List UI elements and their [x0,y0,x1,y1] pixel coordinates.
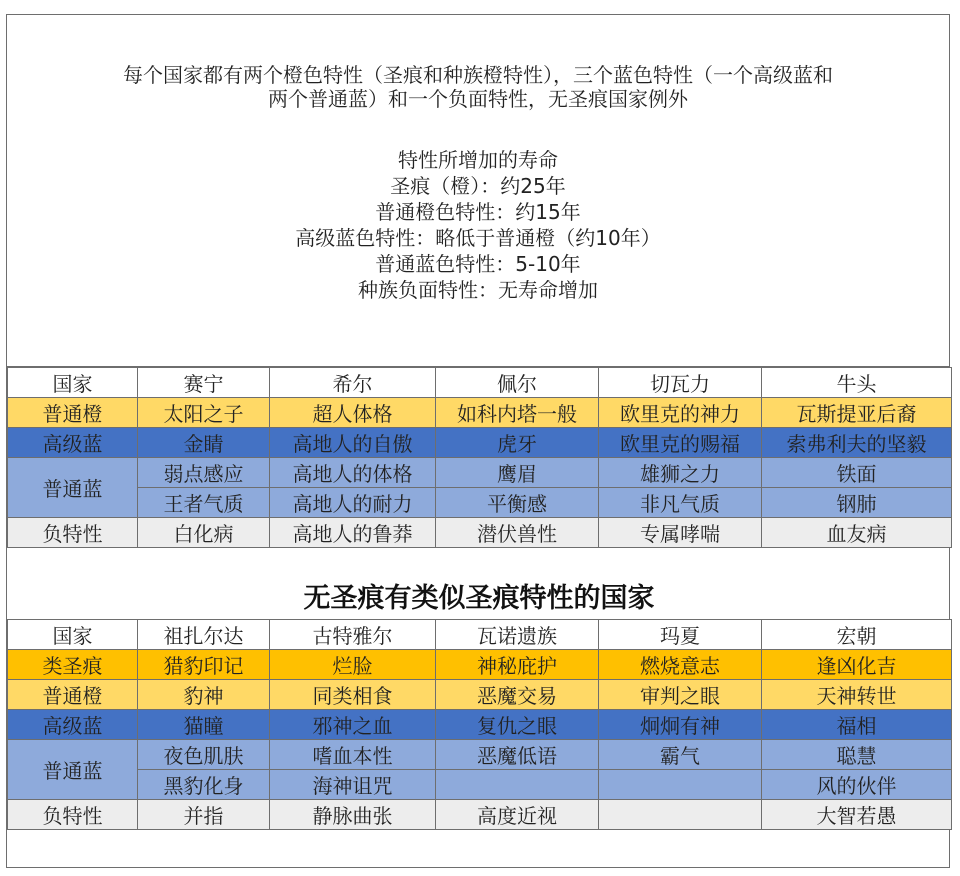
trait-cell: 邪神之血 [270,710,436,740]
lifespan-line: 圣痕（橙）：约25年 [390,174,566,198]
trait-cell: 豹神 [138,680,270,710]
trait-cell: 潜伏兽性 [436,518,599,548]
trait-cell: 猎豹印记 [138,650,270,680]
trait-cell: 夜色肌肤 [138,740,270,770]
trait-cell: 白化病 [138,518,270,548]
trait-cell: 并指 [138,800,270,830]
table-row [8,428,952,458]
trait-cell: 高地人的自傲 [270,428,436,458]
trait-cell: 大智若愚 [762,800,952,830]
header-cell: 希尔 [270,368,436,398]
header-cell: 国家 [8,620,138,650]
stigma-nations-table [7,367,952,548]
trait-cell: 欧里克的赐福 [599,428,762,458]
trait-cell: 血友病 [762,518,952,548]
trait-cell: 弱点感应 [138,458,270,488]
trait-cell: 复仇之眼 [436,710,599,740]
trait-sheet [6,14,950,868]
intro-lead-line: 每个国家都有两个橙色特性（圣痕和种族橙特性），三个蓝色特性（一个高级蓝和 [123,63,833,87]
trait-cell: 炯炯有神 [599,710,762,740]
table-row [8,770,952,800]
trait-cell: 如科内塔一般 [436,398,599,428]
row-label: 普通蓝 [8,458,138,518]
lifespan-line: 普通橙色特性：约15年 [375,200,581,224]
header-cell: 赛宁 [138,368,270,398]
table-row [8,650,952,680]
trait-cell: 黑豹化身 [138,770,270,800]
trait-cell: 福相 [762,710,952,740]
lifespan-line: 普通蓝色特性：5-10年 [375,252,581,276]
trait-cell: 平衡感 [436,488,599,518]
row-label: 类圣痕 [8,650,138,680]
table-row [8,368,952,398]
header-cell: 宏朝 [762,620,952,650]
header-cell: 佩尔 [436,368,599,398]
trait-cell: 王者气质 [138,488,270,518]
header-cell: 牛头 [762,368,952,398]
trait-cell: 海神诅咒 [270,770,436,800]
header-cell: 国家 [8,368,138,398]
header-cell: 祖扎尔达 [138,620,270,650]
trait-cell: 专属哮喘 [599,518,762,548]
row-label: 高级蓝 [8,710,138,740]
trait-cell: 雄狮之力 [599,458,762,488]
trait-cell: 烂脸 [270,650,436,680]
trait-cell [436,770,599,800]
trait-cell: 瓦斯提亚后裔 [762,398,952,428]
table-row [8,398,952,428]
section-subtitle: 无圣痕有类似圣痕特性的国家 [303,583,655,614]
lifespan-list [7,147,949,303]
header-cell: 切瓦力 [599,368,762,398]
trait-cell: 非凡气质 [599,488,762,518]
trait-cell: 铁面 [762,458,952,488]
trait-cell: 静脉曲张 [270,800,436,830]
trait-cell: 天神转世 [762,680,952,710]
header-cell: 玛夏 [599,620,762,650]
intro-lead-line: 两个普通蓝）和一个负面特性，无圣痕国家例外 [268,87,688,111]
lifespan-title: 特性所增加的寿命 [398,148,558,172]
intro-lead [7,63,949,111]
trait-cell: 高度近视 [436,800,599,830]
lifespan-line: 高级蓝色特性：略低于普通橙（约10年） [295,226,661,250]
row-label: 普通蓝 [8,740,138,800]
row-label: 负特性 [8,800,138,830]
trait-cell [599,800,762,830]
trait-cell: 恶魔交易 [436,680,599,710]
trait-cell: 猫瞳 [138,710,270,740]
row-label: 普通橙 [8,680,138,710]
trait-cell: 审判之眼 [599,680,762,710]
row-label: 高级蓝 [8,428,138,458]
trait-cell: 鹰眉 [436,458,599,488]
trait-cell [599,770,762,800]
trait-cell: 神秘庇护 [436,650,599,680]
trait-cell: 燃烧意志 [599,650,762,680]
row-label: 负特性 [8,518,138,548]
trait-cell: 逢凶化吉 [762,650,952,680]
trait-cell: 霸气 [599,740,762,770]
trait-cell: 高地人的体格 [270,458,436,488]
intro-panel [7,15,949,367]
header-cell: 瓦诺遗族 [436,620,599,650]
table-row [8,710,952,740]
trait-cell: 同类相食 [270,680,436,710]
trait-cell: 聪慧 [762,740,952,770]
lifespan-line: 种族负面特性：无寿命增加 [358,278,598,302]
trait-cell: 钢肺 [762,488,952,518]
trait-cell: 太阳之子 [138,398,270,428]
header-cell: 古特雅尔 [270,620,436,650]
trait-cell: 欧里克的神力 [599,398,762,428]
trait-cell: 超人体格 [270,398,436,428]
table-row [8,620,952,650]
trait-cell: 嗜血本性 [270,740,436,770]
table-row [8,740,952,770]
table-row [8,518,952,548]
non-stigma-nations-table [7,619,952,830]
trait-cell: 金睛 [138,428,270,458]
trait-cell: 索弗利夫的坚毅 [762,428,952,458]
row-label: 普通橙 [8,398,138,428]
table-row [8,680,952,710]
table-row [8,800,952,830]
trait-cell: 风的伙伴 [762,770,952,800]
trait-cell: 高地人的耐力 [270,488,436,518]
trait-cell: 恶魔低语 [436,740,599,770]
table-row [8,488,952,518]
trait-cell: 高地人的鲁莽 [270,518,436,548]
table-row [8,458,952,488]
trait-cell: 虎牙 [436,428,599,458]
